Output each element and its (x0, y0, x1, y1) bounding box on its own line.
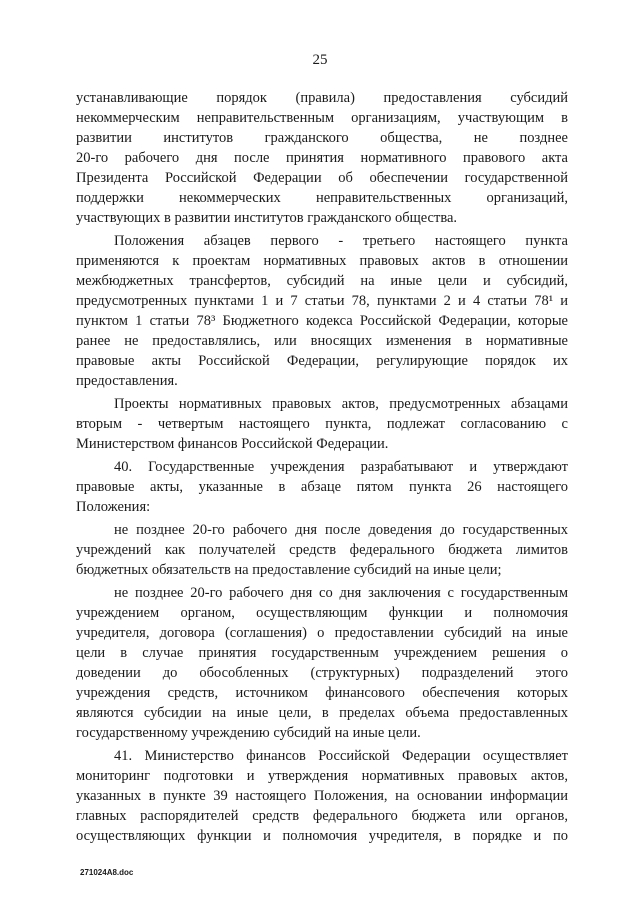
text-line: главных распорядителей средств федерального бюджета или органов, (76, 808, 568, 824)
text-line: 20-го рабочего дня после принятия нормативного правового акта (76, 150, 568, 166)
text-line: правовые акты, указанные в абзаце пятом пункта 26 настоящего (76, 479, 568, 495)
text-line: государственному учреждению субсидий на иные цели. (76, 725, 421, 741)
text-line: доведении до обособленных (структурных) подразделений этого (76, 665, 568, 681)
page-number: 25 (312, 52, 328, 68)
text-line: бюджетных обязательств на предоставление субсидий на иные цели; (76, 562, 502, 578)
text-line: 41. Министерство финансов Российской Федерации осуществляет (114, 748, 568, 764)
text-line: не позднее 20-го рабочего дня со дня заключения с государственным (114, 585, 568, 601)
text-line: Положения: (76, 499, 151, 515)
paragraph-6 (76, 583, 568, 743)
text-line: учредителя, договора (соглашения) о предоставлении субсидий на иные (76, 625, 568, 641)
paragraph-1 (76, 88, 568, 228)
text-line: устанавливающие порядок (правила) предоставления субсидий (76, 90, 568, 106)
text-line: развитии институтов гражданского общества, не позднее (76, 130, 568, 146)
text-line: являются субсидии на иные цели, в пределах объема предоставленных (76, 705, 568, 721)
paragraph-2 (76, 231, 568, 391)
document-body (76, 88, 568, 849)
text-line: пунктом 1 статьи 78³ Бюджетного кодекса Российской Федерации, которые (76, 313, 568, 329)
text-line: Положения абзацев первого - третьего настоящего пункта (114, 233, 568, 249)
paragraph-4 (76, 457, 568, 517)
paragraph-5 (76, 520, 568, 580)
text-line: межбюджетных трансфертов, субсидий на иные цели и субсидий, (76, 273, 568, 289)
text-line: Министерством финансов Российской Федерации. (76, 436, 389, 452)
text-line: осуществляющих функции и полномочия учредителя, в порядке и по (76, 828, 568, 844)
text-line: цели в случае принятия государственным учреждением решения о (76, 645, 568, 661)
text-line: предоставления. (76, 373, 178, 389)
text-line: 40. Государственные учреждения разрабатывают и утверждают (114, 459, 568, 475)
text-line: не позднее 20-го рабочего дня после доведения до государственных (114, 522, 568, 538)
paragraph-7 (76, 746, 568, 846)
text-line: учреждений как получателей средств федерального бюджета лимитов (76, 542, 568, 558)
text-line: участвующих в развитии институтов гражданского общества. (76, 210, 458, 226)
text-line: мониторинг подготовки и утверждения нормативных правовых актов, (76, 768, 568, 784)
text-line: указанных в пункте 39 настоящего Положения, на основании информации (76, 788, 568, 804)
paragraph-3 (76, 394, 568, 454)
text-line: Президента Российской Федерации об обеспечении государственной (76, 170, 568, 186)
text-line: некоммерческим неправительственным организациям, участвующим в (76, 110, 568, 126)
text-line: вторым - четвертым настоящего пункта, подлежат согласованию с (76, 416, 568, 432)
text-line: учреждением органом, осуществляющим функции и полномочия (76, 605, 568, 621)
footer-document-code: 271024A8.doc (80, 868, 134, 877)
text-line: применяются к проектам нормативных правовых актов в отношении (76, 253, 568, 269)
text-line: учреждения средств, источником финансового обеспечения которых (76, 685, 568, 701)
text-line: ранее не предоставлялись, или вносящих изменения в нормативные (76, 333, 568, 349)
text-line: поддержки некоммерческих неправительственных организаций, (76, 190, 568, 206)
text-line: предусмотренных пунктами 1 и 7 статьи 78, пунктами 2 и 4 статьи 78¹ и (76, 293, 568, 309)
text-line: Проекты нормативных правовых актов, предусмотренных абзацами (114, 396, 568, 412)
text-line: правовые акты Российской Федерации, регулирующие порядок их (76, 353, 568, 369)
